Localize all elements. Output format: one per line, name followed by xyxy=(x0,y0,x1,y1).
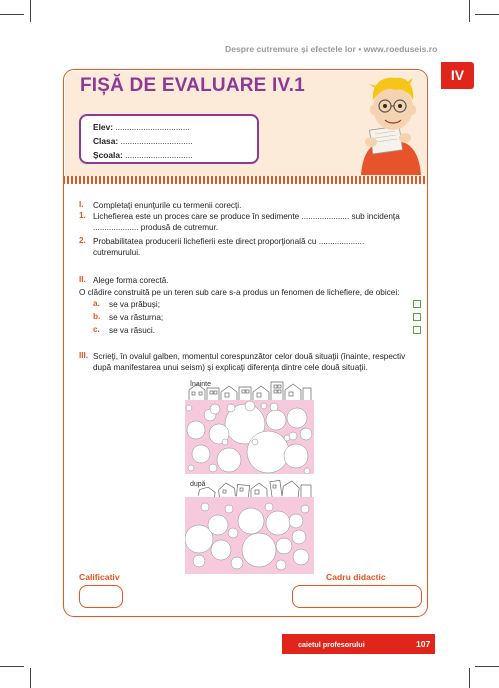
option-text: se va răsuci. xyxy=(109,326,155,335)
section-number: II. xyxy=(79,275,86,284)
crop-mark xyxy=(30,0,31,22)
running-header: Despre cutremure și efectele lor • www.roeduseis.ro xyxy=(225,44,438,54)
book-title: caietul profesorului xyxy=(298,640,365,649)
item-number: 1. xyxy=(79,211,86,220)
section-instruction: Alege forma corectă. xyxy=(93,276,169,285)
school-field[interactable] xyxy=(93,150,193,160)
crop-mark xyxy=(469,668,470,688)
item-text: Probabilitatea producerii lichefierii este direct proporţională cu .................... xyxy=(93,237,365,246)
teacher-label: Cadru didactic xyxy=(326,572,386,582)
item-text: Lichefierea este un proces care se produce în sedimente ..................... sub incidenţa xyxy=(93,212,400,221)
item-number: 2. xyxy=(79,236,86,245)
chapter-tab: IV xyxy=(441,62,474,89)
field-dots: ............................. xyxy=(125,150,193,160)
item-text: .................... produsă de cutremur. xyxy=(93,223,219,232)
option-letter: a. xyxy=(93,299,100,308)
option-letter: b. xyxy=(93,312,101,321)
class-field[interactable] xyxy=(93,136,193,146)
option-b-checkbox[interactable] xyxy=(413,313,421,321)
soil-before-illustration xyxy=(185,378,314,474)
field-label: Clasa: xyxy=(93,136,119,146)
caption-after: după xyxy=(190,481,206,488)
sheet-title: FIȘĂ DE EVALUARE IV.1 xyxy=(80,75,305,96)
option-c-checkbox[interactable] xyxy=(413,326,421,334)
student-cartoon-illustration xyxy=(355,70,427,175)
field-label: Școala: xyxy=(93,150,123,160)
section-number: III. xyxy=(79,351,89,360)
option-text: se va prăbuși; xyxy=(109,300,160,309)
section-instruction: Scrieţi, în ovalul galben, momentul corespunzător celor două situaţii (înainte, respectiv xyxy=(93,352,406,361)
crop-mark xyxy=(475,14,499,15)
item-text: cutremurului. xyxy=(93,248,141,257)
field-dots: ................................ xyxy=(115,122,190,132)
crop-mark xyxy=(469,0,470,22)
crop-mark xyxy=(0,14,24,15)
section-number: I. xyxy=(79,200,84,209)
divider-stripes xyxy=(63,176,428,184)
soil-after-illustration xyxy=(185,473,314,574)
section-instruction: după manifestarea unui seism) și explicaţi diferenţa dintre cele două situaţii. xyxy=(93,363,368,372)
page-number: 107 xyxy=(416,639,431,649)
option-a-checkbox[interactable] xyxy=(413,300,421,308)
option-letter: c. xyxy=(93,325,100,334)
grade-label: Calificativ xyxy=(79,572,120,582)
student-info-box xyxy=(79,114,259,164)
crop-mark xyxy=(0,666,24,667)
field-dots: ............................... xyxy=(120,136,193,146)
grade-field[interactable] xyxy=(79,585,123,608)
option-text: se va răsturna; xyxy=(109,313,164,322)
student-field[interactable] xyxy=(93,122,190,132)
crop-mark xyxy=(30,668,31,688)
field-label: Elev: xyxy=(93,122,114,132)
section-instruction: Completaţi enunţurile cu termenii corecţi. xyxy=(93,201,242,210)
caption-before: înainte xyxy=(190,381,212,388)
crop-mark xyxy=(475,666,499,667)
question-text: O clădire construită pe un teren sub care s-a produs un fenomen de lichefiere, de obicei: xyxy=(79,288,400,297)
teacher-field[interactable] xyxy=(292,585,422,608)
